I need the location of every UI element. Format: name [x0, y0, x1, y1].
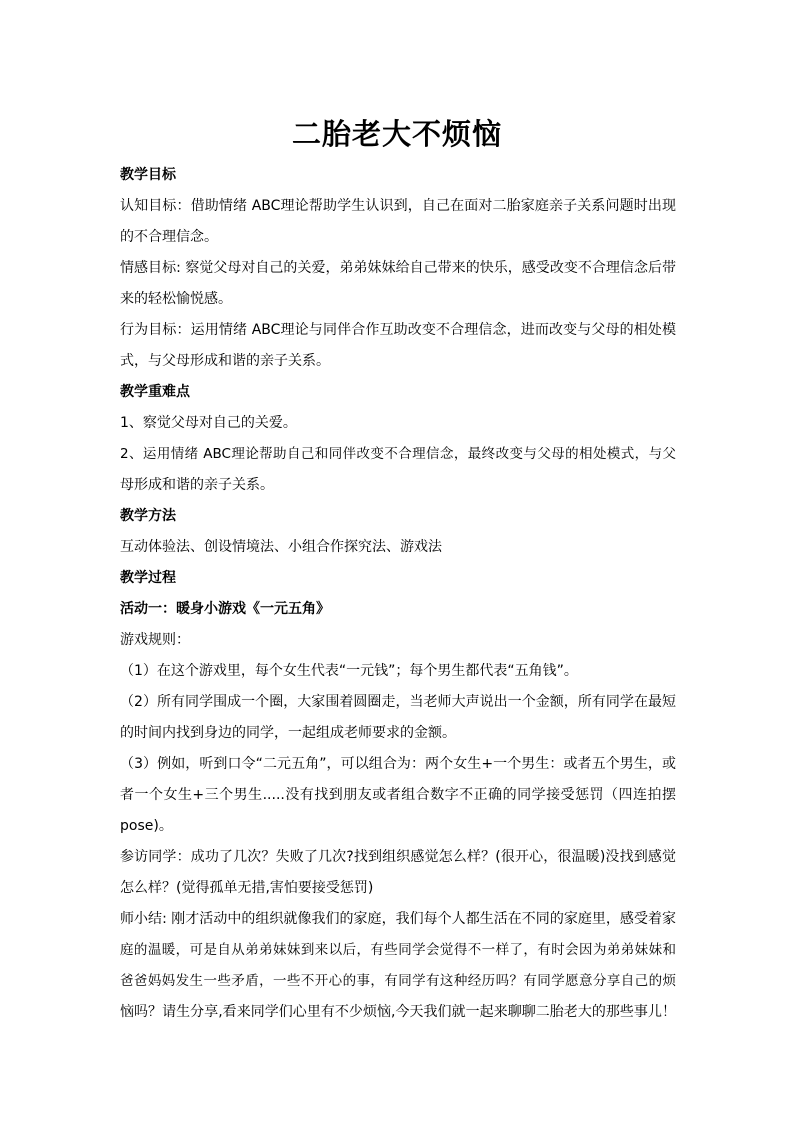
text-line: 式，与父母形成和谐的亲子关系。 — [120, 353, 330, 369]
section-heading: 教学过程 — [120, 570, 176, 586]
text-line: 互动体验法、创设情境法、小组合作探究法、游戏法 — [120, 539, 442, 555]
text-line: 游戏规则： — [120, 632, 190, 648]
text-line: 恼吗？请生分享,看来同学们心里有不少烦恼,今天我们就一起来聊聊二胎老大的那些事儿！ — [120, 1004, 676, 1020]
text-line: 师小结: 刚才活动中的组织就像我们的家庭，我们每个人都生活在不同的家庭里，感受着家 — [120, 911, 676, 927]
section-heading: 教学目标 — [120, 167, 176, 183]
text-line: 情感目标: 察觉父母对自己的关爱，弟弟妹妹给自己带来的快乐，感受改变不合理信念后带 — [120, 260, 676, 276]
document-body — [120, 160, 676, 1028]
text-line: 参访同学：成功了几次？失败了几次?找到组织感觉怎么样？(很开心，很温暖)没找到感觉 — [120, 849, 676, 865]
text-line: 1、察觉父母对自己的关爱。 — [120, 415, 297, 431]
section-heading: 教学重难点 — [120, 384, 190, 400]
text-line: 怎么样？(觉得孤单无措,害怕要接受惩罚) — [120, 880, 374, 896]
text-line: 来的轻松愉悦感。 — [120, 291, 232, 307]
text-line: 庭的温暖，可是自从弟弟妹妹到来以后，有些同学会觉得不一样了，有时会因为弟弟妹妹和 — [120, 942, 676, 958]
text-line: （1）在这个游戏里，每个女生代表“一元钱”；每个男生都代表“五角钱”。 — [120, 663, 578, 679]
text-line: 母形成和谐的亲子关系。 — [120, 477, 274, 493]
text-line: 者一个女生+三个男生.....没有找到朋友或者组合数字不正确的同学接受惩罚（四连拍摆 — [120, 787, 676, 803]
text-line: 的时间内找到身边的同学，一起组成老师要求的金额。 — [120, 725, 456, 741]
text-line: 的不合理信念。 — [120, 229, 218, 245]
text-line: 认知目标：借助情绪 ABC理论帮助学生认识到，自己在面对二胎家庭亲子关系问题时出现 — [120, 198, 676, 214]
document-title: 二胎老大不烦恼 — [291, 117, 502, 151]
text-line: 爸爸妈妈发生一些矛盾，一些不开心的事，有同学有这种经历吗？有同学愿意分享自己的烦 — [120, 973, 676, 989]
text-line: 2、运用情绪 ABC理论帮助自己和同伴改变不合理信念，最终改变与父母的相处模式，与父 — [120, 446, 676, 462]
text-line: （3）例如，听到口令“二元五角”，可以组合为：两个女生+一个男生：或者五个男生，或 — [120, 756, 676, 772]
text-line: 行为目标：运用情绪 ABC理论与同伴合作互助改变不合理信念，进而改变与父母的相处模 — [120, 322, 676, 338]
text-line: （2）所有同学围成一个圈，大家围着圆圈走，当老师大声说出一个金额，所有同学在最短 — [120, 694, 676, 710]
section-heading: 活动一：暖身小游戏《一元五角》 — [120, 601, 330, 617]
text-line: pose)。 — [120, 818, 173, 834]
section-heading: 教学方法 — [120, 508, 176, 524]
